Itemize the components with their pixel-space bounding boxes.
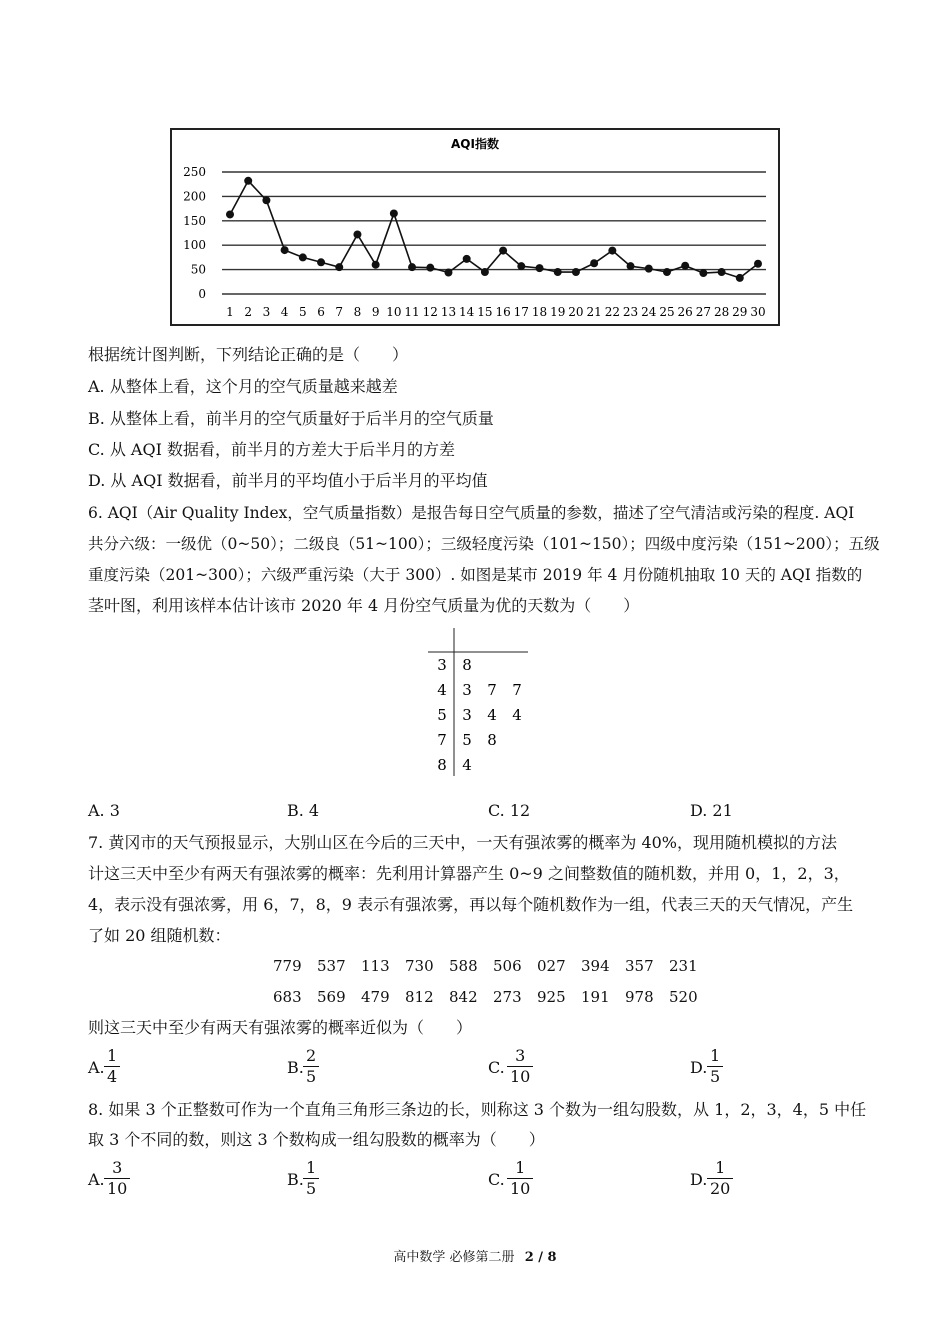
- random-number: 588: [449, 957, 478, 975]
- random-number: 779: [273, 957, 302, 975]
- x-tick-label: 30: [750, 305, 766, 319]
- random-number: 978: [625, 988, 654, 1006]
- q7-option-c-label: C.: [488, 1058, 505, 1077]
- x-tick-label: 20: [568, 305, 584, 319]
- x-tick-label: 7: [335, 305, 344, 319]
- q7-option-a-label: A.: [88, 1058, 105, 1077]
- stem-value: 3: [437, 656, 447, 674]
- y-tick-label: 100: [183, 238, 206, 253]
- random-number: 730: [405, 957, 434, 975]
- data-point: [390, 209, 398, 217]
- random-number: 683: [273, 988, 302, 1006]
- x-tick-label: 18: [531, 305, 548, 319]
- q7-option-b-label: B.: [287, 1058, 304, 1077]
- leaf-value: 5: [462, 731, 472, 749]
- q6-line-4: 茎叶图，利用该样本估计该市 2020 年 4 月份空气质量为优的天数为（ ）: [88, 596, 640, 615]
- y-tick-label: 150: [183, 213, 206, 228]
- fraction-numerator: 1: [710, 1046, 721, 1065]
- aqi-chart: [170, 128, 780, 326]
- q7-line-1: 7. 黄冈市的天气预报显示，大别山区在今后的三天中，一天有强浓雾的概率为 40%，现用随机模拟的方法: [88, 833, 838, 852]
- data-point: [408, 263, 416, 271]
- q5-option-a: A. 从整体上看，这个月的空气质量越来越差: [88, 377, 398, 396]
- stem-value: 8: [437, 756, 447, 774]
- x-tick-label: 6: [317, 305, 325, 319]
- data-point: [718, 268, 726, 276]
- data-point: [627, 262, 635, 270]
- q8-line-1: 8. 如果 3 个正整数可作为一个直角三角形三条边的长，则称这 3 个数为一组勾股数，从 1，2，3，4，5 中任: [88, 1100, 867, 1119]
- q8-line-2: 取 3 个不同的数，则这 3 个数构成一组勾股数的概率为（ ）: [88, 1130, 545, 1149]
- data-point: [335, 263, 343, 271]
- data-point: [736, 274, 744, 282]
- q8-option-c-fraction: [507, 1158, 533, 1199]
- q5-option-b: B. 从整体上看，前半月的空气质量好于后半月的空气质量: [88, 409, 494, 428]
- y-tick-label: 200: [183, 189, 206, 204]
- data-point: [226, 210, 234, 218]
- data-point: [554, 268, 562, 276]
- data-point: [517, 262, 525, 270]
- data-point: [699, 269, 707, 277]
- q6-option-d: D. 21: [690, 801, 733, 820]
- x-tick-label: 26: [677, 305, 693, 319]
- fraction-denominator: 5: [306, 1067, 317, 1086]
- data-point: [681, 262, 689, 270]
- x-tick-label: 1: [226, 305, 234, 319]
- x-tick-label: 9: [371, 305, 380, 319]
- x-tick-label: 16: [495, 305, 511, 319]
- random-number: 925: [537, 988, 566, 1006]
- fraction-denominator: 20: [710, 1179, 731, 1198]
- random-number: 537: [317, 957, 346, 975]
- data-point: [481, 268, 489, 276]
- q8-option-d-label: D.: [690, 1170, 708, 1189]
- stem-leaf-svg: [420, 626, 540, 778]
- q5-option-c: C. 从 AQI 数据看，前半月的方差大于后半月的方差: [88, 440, 456, 459]
- leaf-value: 4: [487, 706, 497, 724]
- fraction-numerator: 1: [306, 1158, 317, 1177]
- x-tick-label: 29: [732, 305, 748, 319]
- random-number: 231: [669, 957, 698, 975]
- q7-option-c-fraction: [507, 1046, 533, 1087]
- x-tick-label: 14: [459, 305, 475, 319]
- data-point: [299, 253, 307, 261]
- q7-option-a-fraction: [104, 1046, 120, 1087]
- stem-leaf-plot: [420, 626, 540, 778]
- x-tick-label: 13: [440, 305, 457, 319]
- stem-value: 5: [437, 706, 447, 724]
- x-tick-label: 3: [262, 305, 271, 319]
- fraction-denominator: 5: [306, 1179, 317, 1198]
- q5-option-d: D. 从 AQI 数据看，前半月的平均值小于后半月的平均值: [88, 471, 488, 490]
- x-tick-label: 12: [422, 305, 438, 319]
- random-numbers-row-2: [273, 988, 713, 1006]
- fraction-denominator: 10: [107, 1179, 128, 1198]
- q7-line-3: 4，表示没有强浓雾，用 6，7，8，9 表示有强浓雾，再以每个随机数作为一组，代表三天的天气情况，产生: [88, 895, 854, 914]
- fraction-denominator: 10: [510, 1179, 531, 1198]
- data-point: [444, 269, 452, 277]
- data-point: [281, 246, 289, 254]
- y-tick-label: 250: [183, 165, 206, 179]
- q8-option-a-label: A.: [88, 1170, 105, 1189]
- fraction-denominator: 10: [510, 1067, 531, 1086]
- data-point: [590, 259, 598, 267]
- fraction-numerator: 1: [515, 1158, 526, 1177]
- x-tick-label: 27: [695, 305, 712, 319]
- q8-option-b-label: B.: [287, 1170, 304, 1189]
- q6-option-c: C. 12: [488, 801, 531, 820]
- x-tick-label: 21: [586, 305, 602, 319]
- data-point: [262, 196, 270, 204]
- random-number: 520: [669, 988, 698, 1006]
- fraction-denominator: 5: [710, 1067, 721, 1086]
- stem-value: 4: [437, 681, 447, 699]
- fraction-numerator: 1: [715, 1158, 726, 1177]
- q7-option-d-label: D.: [690, 1058, 708, 1077]
- q8-option-c-label: C.: [488, 1170, 505, 1189]
- q6-option-b: B. 4: [287, 801, 320, 820]
- x-tick-label: 24: [641, 305, 657, 319]
- leaf-value: 8: [487, 731, 497, 749]
- q6-line-2: 共分六级：一级优（0~50）；二级良（51~100）；三级轻度污染（101~150）；四级中度污染（151~200）；五级: [88, 535, 880, 553]
- x-tick-label: 15: [477, 305, 493, 319]
- fraction-numerator: 3: [112, 1158, 123, 1177]
- data-point: [244, 177, 252, 185]
- q8-option-b-fraction: [303, 1158, 319, 1199]
- random-number: 569: [317, 988, 346, 1006]
- x-tick-label: 5: [299, 305, 307, 319]
- data-point: [499, 247, 507, 255]
- leaf-value: 4: [462, 756, 472, 774]
- x-tick-label: 17: [513, 305, 529, 319]
- random-number: 357: [625, 957, 654, 975]
- data-point: [353, 230, 361, 238]
- fraction-numerator: 3: [515, 1046, 526, 1065]
- q7-option-d-fraction: [707, 1046, 723, 1087]
- x-tick-label: 22: [604, 305, 620, 319]
- leaf-value: 7: [487, 681, 497, 699]
- x-tick-label: 19: [550, 305, 566, 319]
- random-number: 842: [449, 988, 478, 1006]
- random-number: 027: [537, 957, 566, 975]
- random-numbers-row-1: [273, 957, 713, 975]
- random-number: 394: [581, 957, 610, 975]
- page-footer: [0, 1246, 950, 1265]
- leaf-value: 8: [462, 656, 472, 674]
- random-number: 812: [405, 988, 434, 1006]
- leaf-value: 4: [512, 706, 522, 724]
- data-point: [608, 247, 616, 255]
- data-point: [426, 264, 434, 272]
- chart-title: AQI指数: [451, 137, 499, 151]
- q7-line-2: 计这三天中至少有两天有强浓雾的概率：先利用计算器产生 0~9 之间整数值的随机数，并用 0，1，2，3，: [88, 864, 850, 883]
- leaf-value: 7: [512, 681, 522, 699]
- fraction-numerator: 2: [306, 1046, 317, 1065]
- data-point: [463, 255, 471, 263]
- random-number: 479: [361, 988, 390, 1006]
- data-point: [754, 260, 762, 268]
- stem-value: 7: [437, 731, 447, 749]
- data-point: [317, 258, 325, 266]
- q6-line-1: 6. AQI（Air Quality Index，空气质量指数）是报告每日空气质量的参数，描述了空气清洁或污染的程度. AQI: [88, 504, 855, 522]
- random-number: 506: [493, 957, 522, 975]
- q7-option-b-fraction: [303, 1046, 319, 1087]
- x-tick-label: 23: [622, 305, 639, 319]
- x-tick-label: 11: [404, 305, 420, 319]
- q8-option-d-fraction: [707, 1158, 733, 1199]
- random-number: 191: [581, 988, 610, 1006]
- leaf-value: 3: [462, 681, 472, 699]
- q6-option-a: A. 3: [88, 801, 120, 820]
- page-number: 2 / 8: [524, 1250, 557, 1265]
- fraction-denominator: 4: [107, 1067, 118, 1086]
- random-number: 273: [493, 988, 522, 1006]
- x-tick-label: 28: [713, 305, 730, 319]
- x-tick-label: 2: [244, 305, 253, 319]
- random-number: 113: [361, 957, 390, 975]
- x-tick-label: 10: [386, 305, 402, 319]
- y-tick-label: 0: [198, 287, 206, 301]
- footer-title: 高中数学 必修第二册: [393, 1250, 515, 1265]
- aqi-series-line: [230, 181, 758, 278]
- q7-question: 则这三天中至少有两天有强浓雾的概率近似为（ ）: [88, 1018, 473, 1037]
- q8-option-a-fraction: [104, 1158, 130, 1199]
- leaf-value: 3: [462, 706, 472, 724]
- x-tick-label: 4: [280, 305, 289, 319]
- q5-stem: 根据统计图判断，下列结论正确的是（ ）: [88, 345, 409, 364]
- fraction-numerator: 1: [107, 1046, 118, 1065]
- x-tick-label: 25: [659, 305, 675, 319]
- q7-line-4: 了如 20 组随机数：: [88, 926, 231, 945]
- x-tick-label: 8: [353, 305, 362, 319]
- data-point: [536, 264, 544, 272]
- aqi-chart-svg: [172, 130, 778, 324]
- data-point: [663, 268, 671, 276]
- data-point: [645, 265, 653, 273]
- data-point: [372, 261, 380, 269]
- q6-line-3: 重度污染（201~300）；六级严重污染（大于 300）. 如图是某市 2019 年 4 月份随机抽取 10 天的 AQI 指数的: [88, 566, 863, 584]
- data-point: [572, 268, 580, 276]
- y-tick-label: 50: [190, 262, 206, 277]
